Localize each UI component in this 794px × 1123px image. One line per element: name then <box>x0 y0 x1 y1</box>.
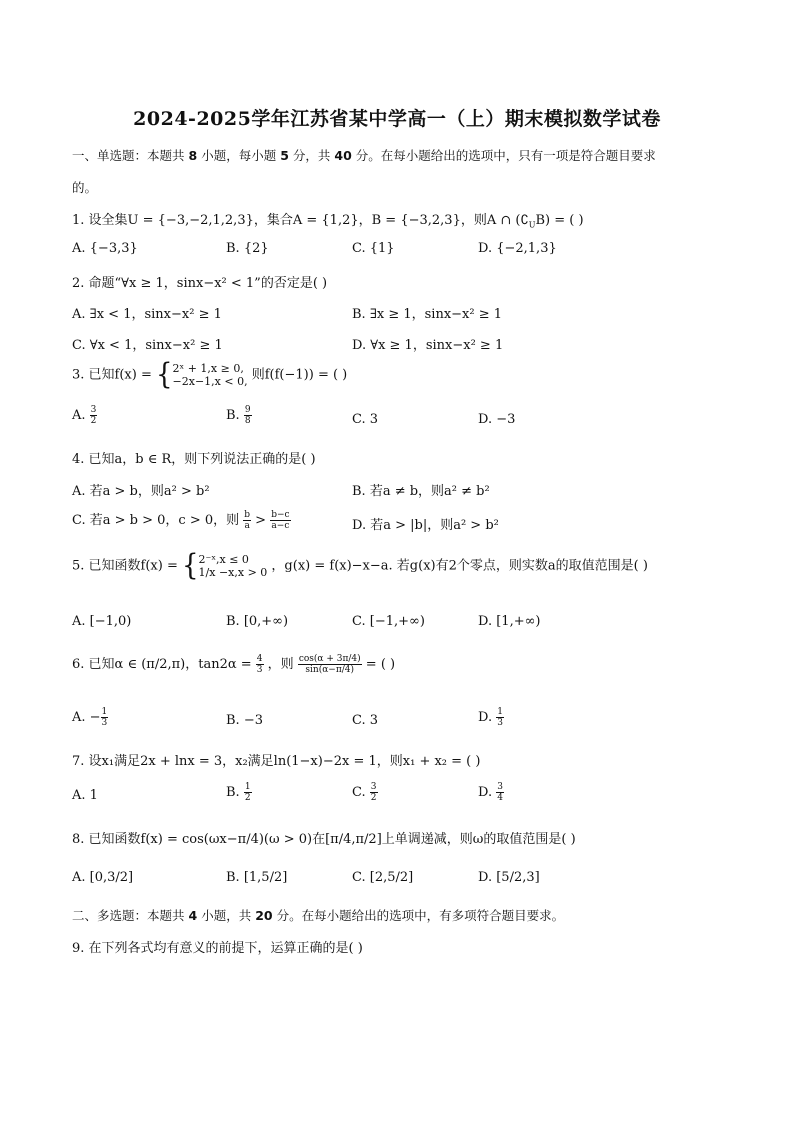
section-2-prefix: 二、多选题：本题共 <box>72 908 185 923</box>
q6-tan-denominator: 3 <box>256 665 263 675</box>
question-1-text-end: B) = ( ) <box>535 213 584 228</box>
q5-case-2: 1/x −x,x > 0 <box>198 566 268 579</box>
q7-option-d-denominator: 4 <box>497 793 503 803</box>
q4-option-c-pre: C. 若a > b > 0，c > 0，则 <box>72 513 240 528</box>
q6-option-b: B. −3 <box>226 713 263 728</box>
q5-option-b: B. [0,+∞) <box>226 614 289 629</box>
q3-option-b-label: B. <box>226 408 240 423</box>
q2-option-a: A. ∃x < 1，sinx−x² ≥ 1 <box>72 307 222 322</box>
q6-ratio-fraction <box>298 654 362 675</box>
q6-option-d-numerator: 1 <box>497 707 503 717</box>
q4-option-c-f2-denominator: a−c <box>271 521 290 531</box>
section-1-total: 40 <box>334 148 352 163</box>
question-3-cases <box>173 362 248 388</box>
question-4: 4. 已知a，b ∈ R，则下列说法正确的是( ) <box>72 452 316 467</box>
q6-option-d-label: D. <box>478 710 493 725</box>
q6-option-a-denominator: 3 <box>101 718 108 728</box>
q3-option-c: C. 3 <box>352 412 379 427</box>
question-3-post: 则f(f(−1)) = ( ) <box>251 367 348 383</box>
q7-option-c-denominator: 2 <box>370 793 377 803</box>
q8-option-c: C. [2,5/2] <box>352 870 414 885</box>
q4-option-a: A. 若a > b，则a² > b² <box>72 484 210 499</box>
q7-option-d <box>478 782 504 803</box>
section-1-suffix: 分。在每小题给出的选项中，只有一项是符合题目要求 <box>355 148 656 163</box>
q4-option-c-fraction-2 <box>270 510 290 531</box>
q1-option-c: C. {1} <box>352 241 395 256</box>
section-2-mid1: 小题，共 <box>201 908 252 923</box>
question-1 <box>72 209 584 230</box>
q5-option-d: D. [1,+∞) <box>478 614 541 629</box>
q7-option-d-fraction <box>496 782 504 803</box>
q3-option-a-label: A. <box>72 408 86 423</box>
question-3 <box>72 358 348 392</box>
q7-option-b-label: B. <box>226 785 240 800</box>
question-8: 8. 已知函数f(x) = cos(ωx−π/4)(ω > 0)在[π/4,π/2]上单调递减，则ω的取值范围是( ) <box>72 832 576 847</box>
q4-option-c-f1-denominator: a <box>244 521 250 531</box>
q7-option-d-label: D. <box>478 785 493 800</box>
q7-option-c-numerator: 3 <box>370 782 377 792</box>
q4-option-c-gt: > <box>255 513 267 528</box>
q6-option-a-fraction <box>101 707 109 728</box>
section-1-points: 5 <box>280 148 289 163</box>
q7-option-d-numerator: 3 <box>497 782 503 792</box>
q2-option-b: B. ∃x ≥ 1，sinx−x² ≥ 1 <box>352 307 503 322</box>
q5-case-1: 2⁻ˣ,x ≤ 0 <box>198 553 249 566</box>
q6-tan-fraction <box>256 654 264 675</box>
question-6 <box>72 653 395 675</box>
section-2-count: 4 <box>188 908 198 923</box>
q3-option-a-fraction <box>90 405 98 426</box>
question-5-post: ，g(x) = f(x)−x−a. 若g(x)有2个零点，则实数a的取值范围是( ) <box>271 558 648 574</box>
piecewise-brace: { <box>182 549 199 583</box>
question-6-pre: 6. 已知α ∈ (π/2,π)，tan2α = <box>72 657 252 672</box>
q3-case-1: 2ˣ + 1,x ≥ 0, <box>172 362 244 375</box>
question-6-post: = ( ) <box>365 657 396 672</box>
q7-option-c-label: C. <box>352 785 366 800</box>
page-title: 2024-2025学年江苏省某中学高一（上）期末模拟数学试卷 <box>133 108 661 130</box>
q4-option-c-fraction-1 <box>243 510 251 531</box>
q7-option-b <box>226 782 252 803</box>
q3-option-a <box>72 405 97 426</box>
q3-option-b <box>226 405 252 426</box>
q6-option-c: C. 3 <box>352 713 379 728</box>
question-7: 7. 设x₁满足2x + lnx = 3，x₂满足ln(1−x)−2x = 1，则x₁ + x₂ = ( ) <box>72 754 481 769</box>
q3-option-b-fraction <box>244 405 252 426</box>
question-1-text: 1. 设全集U = {−3,−2,1,2,3}，集合A = {1,2}，B = {−3,2,3}，则A ∩ (∁ <box>72 213 529 228</box>
q3-option-a-numerator: 3 <box>90 405 97 415</box>
q7-option-b-denominator: 2 <box>244 793 251 803</box>
q3-option-b-denominator: 8 <box>244 416 251 426</box>
question-1-subscript: U <box>528 220 536 230</box>
q7-option-a: A. 1 <box>72 788 98 803</box>
question-3-pre: 3. 已知f(x) = <box>72 367 152 383</box>
question-6-mid: ，则 <box>267 657 294 672</box>
q6-ratio-numerator: cos(α + 3π/4) <box>298 654 361 664</box>
section-1-suffix2: 的。 <box>72 180 98 195</box>
question-9: 9. 在下列各式均有意义的前提下，运算正确的是( ) <box>72 941 363 956</box>
q6-option-d <box>478 707 504 728</box>
q6-option-d-denominator: 3 <box>497 718 503 728</box>
q3-option-d: D. −3 <box>478 412 516 427</box>
q8-option-d: D. [5/2,3] <box>478 870 540 885</box>
q6-option-a <box>72 707 108 728</box>
piecewise-brace: { <box>156 358 173 392</box>
q3-case-2: −2x−1,x < 0, <box>172 375 248 388</box>
q1-option-a: A. {−3,3} <box>72 241 138 256</box>
question-5-pre: 5. 已知函数f(x) = <box>72 558 178 574</box>
q3-option-a-denominator: 2 <box>90 416 97 426</box>
q7-option-c-fraction <box>370 782 378 803</box>
q6-option-a-label: A. − <box>72 710 101 725</box>
section-1-mid1: 小题，每小题 <box>201 148 277 163</box>
section-2-header <box>72 906 564 924</box>
q3-option-b-numerator: 9 <box>244 405 251 415</box>
q4-option-d: D. 若a > |b|，则a² > b² <box>352 518 499 533</box>
q1-option-d: D. {−2,1,3} <box>478 241 557 256</box>
question-2: 2. 命题“∀x ≥ 1，sinx−x² < 1”的否定是( ) <box>72 276 328 291</box>
section-1-prefix: 一、单选题：本题共 <box>72 148 185 163</box>
q1-option-b: B. {2} <box>226 241 269 256</box>
q4-option-c-f2-numerator: b−c <box>271 510 290 520</box>
section-1-count: 8 <box>188 148 198 163</box>
q2-option-d: D. ∀x ≥ 1，sinx−x² ≥ 1 <box>352 338 504 353</box>
q7-option-c <box>352 782 378 803</box>
question-5 <box>72 549 648 583</box>
section-1-mid2: 分，共 <box>292 148 331 163</box>
q8-option-b: B. [1,5/2] <box>226 870 288 885</box>
q6-tan-numerator: 4 <box>256 654 263 664</box>
q7-option-b-fraction <box>244 782 252 803</box>
q4-option-c <box>72 509 291 531</box>
q6-option-a-numerator: 1 <box>101 707 108 717</box>
q7-option-b-numerator: 1 <box>244 782 251 792</box>
section-1-header <box>72 146 656 164</box>
q4-option-b: B. 若a ≠ b，则a² ≠ b² <box>352 484 490 499</box>
question-5-cases <box>199 553 268 579</box>
q4-option-c-f1-numerator: b <box>244 510 251 520</box>
q8-option-a: A. [0,3/2] <box>72 870 134 885</box>
section-2-suffix: 分。在每小题给出的选项中，有多项符合题目要求。 <box>276 908 565 923</box>
q2-option-c: C. ∀x < 1，sinx−x² ≥ 1 <box>72 338 223 353</box>
q5-option-a: A. [−1,0) <box>72 614 132 629</box>
q5-option-c: C. [−1,+∞) <box>352 614 425 629</box>
section-2-total: 20 <box>255 908 273 923</box>
q6-ratio-denominator: sin(α−π/4) <box>305 665 355 675</box>
q6-option-d-fraction <box>496 707 504 728</box>
